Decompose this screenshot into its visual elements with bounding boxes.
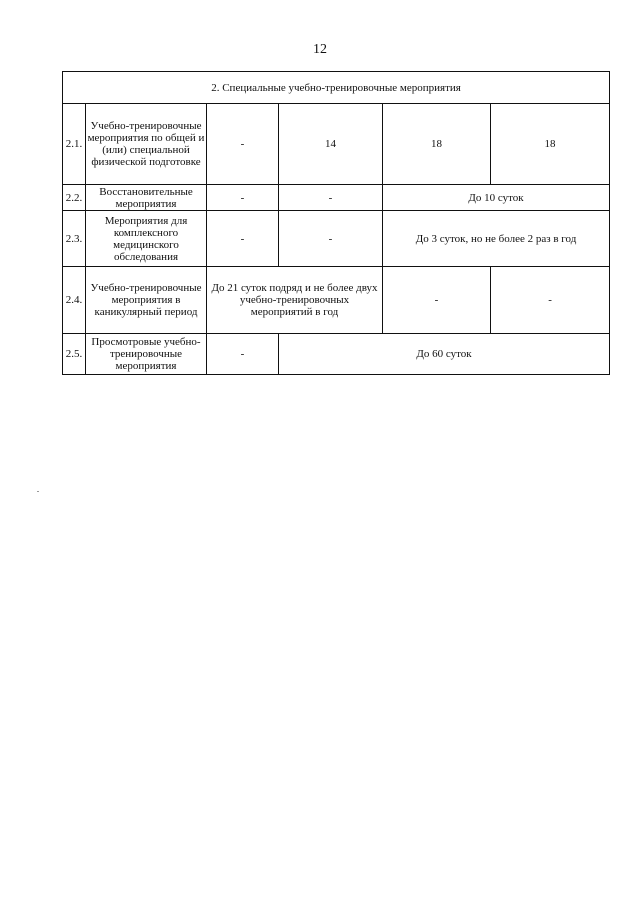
event-name: Просмотровые учебно-тренировочные мероприятия [86, 334, 207, 375]
value-cell: - [207, 104, 279, 185]
value-cell: - [279, 185, 383, 211]
scan-artifact [37, 491, 39, 492]
table-row [63, 267, 610, 334]
page-number: 12 [313, 42, 327, 57]
row-number: 2.5. [63, 334, 86, 375]
value-cell: 14 [279, 104, 383, 185]
value-cell: До 60 суток [279, 334, 610, 375]
table-row [63, 334, 610, 375]
value-cell: - [491, 267, 610, 334]
value-cell: - [207, 334, 279, 375]
row-number: 2.2. [63, 185, 86, 211]
value-cell: 18 [383, 104, 491, 185]
value-cell: 18 [491, 104, 610, 185]
row-number: 2.1. [63, 104, 86, 185]
training-events-table [62, 71, 610, 375]
row-number: 2.4. [63, 267, 86, 334]
event-name: Мероприятия для комплексного медицинского обследования [86, 211, 207, 267]
row-number: 2.3. [63, 211, 86, 267]
event-name: Учебно-тренировочные мероприятия в каникулярный период [86, 267, 207, 334]
value-cell: - [207, 185, 279, 211]
table-section-header-row [63, 72, 610, 104]
value-cell: - [207, 211, 279, 267]
value-cell: - [383, 267, 491, 334]
value-cell: До 3 суток, но не более 2 раз в год [383, 211, 610, 267]
value-cell: До 10 суток [383, 185, 610, 211]
table-row [63, 211, 610, 267]
table-row [63, 104, 610, 185]
event-name: Восстановительные мероприятия [86, 185, 207, 211]
value-cell: - [279, 211, 383, 267]
value-cell: До 21 суток подряд и не более двух учебно-тренировочных мероприятий в год [207, 267, 383, 334]
table-row [63, 185, 610, 211]
event-name: Учебно-тренировочные мероприятия по общей и (или) специальной физической подготовке [86, 104, 207, 185]
section-title: 2. Специальные учебно-тренировочные мероприятия [63, 72, 610, 104]
